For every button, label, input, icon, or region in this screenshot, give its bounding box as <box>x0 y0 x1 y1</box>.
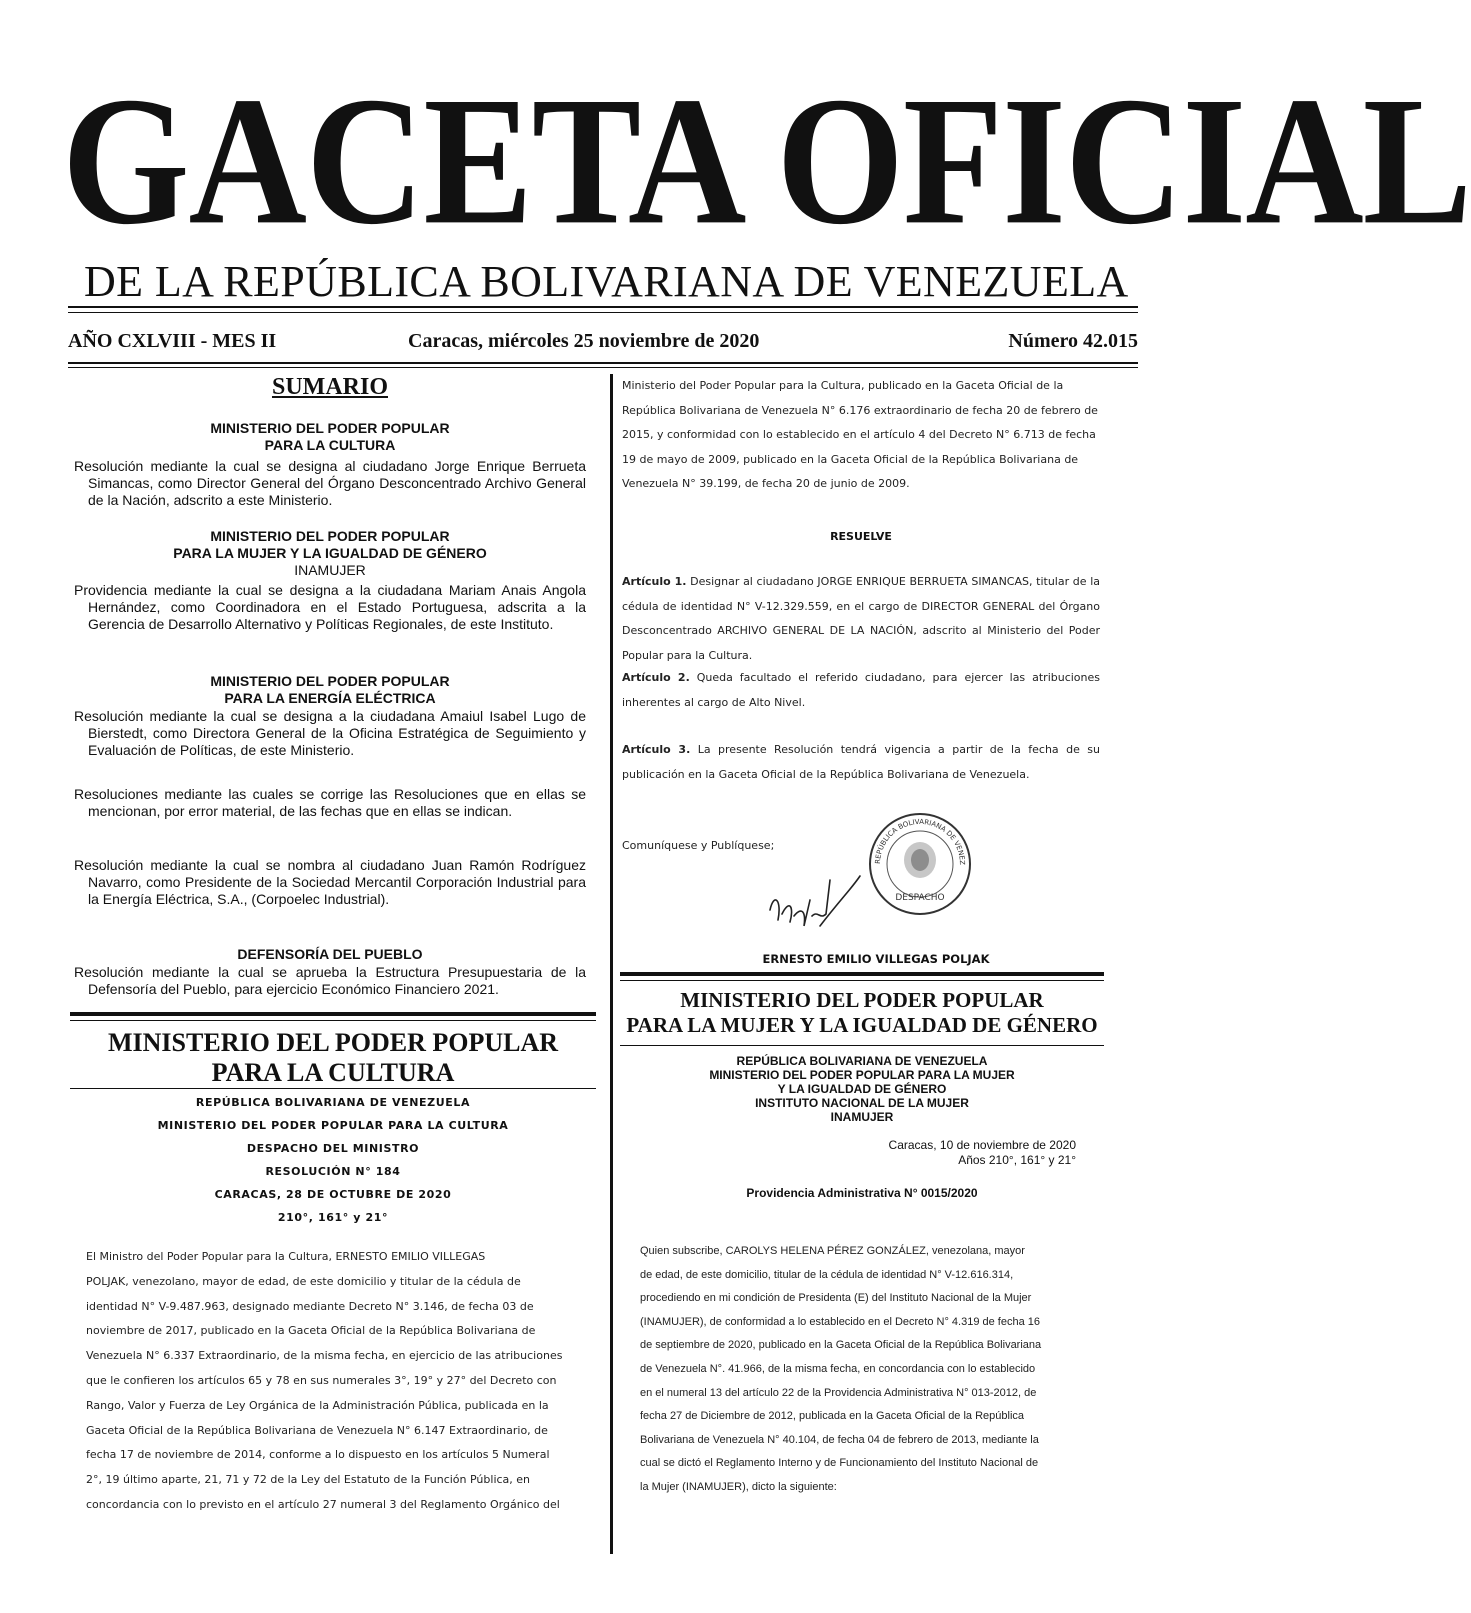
caption-line: MINISTERIO DEL PODER POPULAR PARA LA CULTURA <box>157 1119 509 1132</box>
body-line: 2°, 19 último aparte, 21, 71 y 72 de la Ley del Estatuto de la Función Pública, en <box>86 1473 531 1487</box>
caption-line: MINISTERIO DEL PODER POPULAR PARA LA MUJER <box>709 1068 1015 1082</box>
sumario-section-heading <box>70 673 590 707</box>
providencia-date <box>620 1138 1076 1168</box>
providencia-caption <box>620 1054 1104 1124</box>
seal-label: DESPACHO <box>895 893 945 903</box>
section-rule <box>70 1020 596 1021</box>
masthead-rule-top <box>68 306 1138 308</box>
body-line: El Ministro del Poder Popular para la Cultura, ERNESTO EMILIO VILLEGAS <box>86 1250 486 1263</box>
providencia-number: Providencia Administrativa N° 0015/2020 <box>746 1186 978 1200</box>
sumario-entry: Resolución mediante la cual se designa a la ciudadana Amaiul Isabel Lugo de Bierstedt, como Directora General de la Oficina Estratégica de Seguimiento y Evaluación de Políticas, de este Ministerio. <box>74 708 586 758</box>
heading-line: MINISTERIO DEL PODER POPULAR <box>680 988 1044 1012</box>
sumario-entry: Resolución mediante la cual se designa al ciudadano Jorge Enrique Berrueta Simancas, como Director General del Órgano Desconcentrado Archivo General de la Nación, adscrito a este Ministerio. <box>74 458 586 508</box>
body-line: que le confieren los artículos 65 y 78 en sus numerales 3°, 19° y 27° del Decreto con <box>86 1373 557 1387</box>
caption-line: 210°, 161° y 21° <box>277 1211 389 1224</box>
body-line: fecha 17 de noviembre de 2014, conforme a lo dispuesto en los artículos 5 Numeral <box>86 1448 550 1462</box>
sumario-entry: Resoluciones mediante las cuales se corrige las Resoluciones que en ellas se mencionan, por error material, de las fechas que en ellas se indican. <box>74 786 586 819</box>
gazette-title: GACETA OFICIAL <box>62 59 1471 263</box>
sumario-entry: Resolución mediante la cual se aprueba la Estructura Presupuestaria de la Defensoría del Pueblo, para ejercicio Económico Financiero 2021. <box>74 964 586 997</box>
cultura-body <box>86 1245 586 1518</box>
articulo-3 <box>622 738 1100 787</box>
article-label: Artículo 2. <box>622 671 690 684</box>
heading-line: PARA LA MUJER Y LA IGUALDAD DE GÉNERO <box>173 545 487 561</box>
resolution-caption <box>70 1096 596 1224</box>
masthead <box>62 59 1471 263</box>
section-rule <box>620 1045 1104 1046</box>
heading-line: PARA LA CULTURA <box>264 437 396 453</box>
section-rule <box>70 1088 596 1089</box>
articulo-2 <box>622 666 1100 715</box>
signature-icon <box>760 870 870 940</box>
body-line: de septiembre de 2020, publicado en la Gaceta Oficial de la República Bolivariana <box>640 1339 1042 1352</box>
heading-line: MINISTERIO DEL PODER POPULAR <box>108 1028 558 1057</box>
sumario-section-heading <box>70 946 590 963</box>
signature <box>760 870 870 940</box>
sumario-entry: Providencia mediante la cual se designa a la ciudadana Mariam Anais Angola Hernández, como Coordinadora en el Estado Portuguesa, adscrita a la Gerencia de Desarrollo Alternativo y Políticas Regionales, de este Instituto. <box>74 582 586 632</box>
body-line: de Venezuela N°. 41.966, de la misma fecha, en concordancia con lo establecido <box>640 1362 1036 1375</box>
body-line: concordancia con lo previsto en el artículo 27 numeral 3 del Reglamento Orgánico del <box>86 1497 560 1511</box>
body-line: procediendo en mi condición de Presidenta (E) del Instituto Nacional de la Mujer <box>640 1292 1032 1305</box>
body-line: República Bolivariana de Venezuela N° 6.176 extraordinario de fecha 20 de febrero de <box>622 403 1098 417</box>
body-line: fecha 27 de Diciembre de 2012, publicada en la Gaceta Oficial de la República <box>640 1410 1025 1423</box>
place-date: Caracas, 10 de noviembre de 2020 <box>888 1138 1076 1152</box>
section-rule <box>70 1012 596 1016</box>
body-line: cual se dictó el Reglamento Interno y de Funcionamiento del Instituto Nacional de <box>640 1457 1039 1470</box>
cultura-section-heading <box>70 1028 596 1088</box>
sumario-section-heading <box>70 528 590 579</box>
signatory-name: ERNESTO EMILIO VILLEGAS POLJAK <box>762 952 990 966</box>
closing-text: Comuníquese y Publíquese; <box>622 839 775 852</box>
body-line: Venezuela N° 6.337 Extraordinario, de la misma fecha, en ejercicio de las atribuciones <box>86 1349 563 1363</box>
heading-line: MINISTERIO DEL PODER POPULAR <box>210 420 450 436</box>
mujer-body <box>640 1240 1092 1500</box>
heading-line: MINISTERIO DEL PODER POPULAR <box>210 673 450 689</box>
seal-ring-text: REPÚBLICA BOLIVARIANA DE VENEZ <box>873 817 967 866</box>
heading-line: DEFENSORÍA DEL PUEBLO <box>237 946 423 962</box>
body-line: identidad N° V-9.487.963, designado mediante Decreto N° 3.146, de fecha 03 de <box>86 1299 534 1313</box>
heading-line: MINISTERIO DEL PODER POPULAR <box>210 528 450 544</box>
article-text: Designar al ciudadano JORGE ENRIQUE BERRUETA SIMANCAS, titular de la cédula de identidad N° V-12.329.559, en el cargo de DIRECTOR GENERAL del Órgano Desconcentrado ARCHIVO GENERAL DE LA NACIÓN, adscrito al Ministerio del Poder Popular para la Cultura. <box>622 575 1101 662</box>
article-text: Queda facultado el referido ciudadano, para ejercer las atribuciones inherentes al cargo de Alto Nivel. <box>622 671 1101 709</box>
sumario-section-heading <box>70 420 590 454</box>
sumario-title: SUMARIO <box>271 374 388 400</box>
body-line: Quien subscribe, CAROLYS HELENA PÉREZ GONZÁLEZ, venezolana, mayor <box>640 1245 1025 1257</box>
dateline <box>68 330 1138 358</box>
cultura-continuation <box>622 374 1100 497</box>
years: Años 210°, 161° y 21° <box>958 1153 1076 1167</box>
body-line: 19 de mayo de 2009, publicado en la Gaceta Oficial de la República Bolivariana de <box>622 452 1079 466</box>
issue-number: Número 42.015 <box>1008 330 1138 352</box>
article-label: Artículo 1. <box>622 575 687 588</box>
resuelve-heading: RESUELVE <box>830 530 892 543</box>
sumario-entry: Resolución mediante la cual se nombra al ciudadano Juan Ramón Rodríguez Navarro, como Presidente de la Sociedad Mercantil Corporación Industrial para la Energía Eléctrica, S.A., (Corpoelec Industrial). <box>74 857 586 907</box>
body-line: Gaceta Oficial de la República Bolivariana de Venezuela N° 6.147 Extraordinario, de <box>86 1423 548 1437</box>
caption-line: CARACAS, 28 DE OCTUBRE DE 2020 <box>214 1188 452 1201</box>
official-seal <box>866 810 974 918</box>
caption-line: INSTITUTO NACIONAL DE LA MUJER <box>755 1096 969 1110</box>
body-line: POLJAK, venezolano, mayor de edad, de este domicilio y titular de la cédula de <box>86 1274 521 1288</box>
year-month: AÑO CXLVIII - MES II <box>68 330 277 352</box>
mujer-section-heading <box>612 988 1112 1038</box>
body-line: la Mujer (INAMUJER), dicto la siguiente: <box>640 1480 837 1493</box>
caption-line: REPÚBLICA BOLIVARIANA DE VENEZUELA <box>195 1096 471 1109</box>
masthead-rule-bottom <box>68 312 1138 313</box>
body-line: Bolivariana de Venezuela N° 40.104, de fecha 04 de febrero de 2013, mediante la <box>640 1433 1039 1446</box>
caption-line: Y LA IGUALDAD DE GÉNERO <box>777 1082 947 1096</box>
issue-date: Caracas, miércoles 25 noviembre de 2020 <box>408 330 760 352</box>
caption-line: RESOLUCIÓN N° 184 <box>265 1165 401 1178</box>
dateline-rule-top <box>68 362 1138 364</box>
body-line: (INAMUJER), de conformidad a lo establecido en el Decreto N° 4.319 de fecha 16 <box>640 1315 1040 1328</box>
body-line: Rango, Valor y Fuerza de Ley Orgánica de la Administración Pública, publicada en la <box>86 1398 549 1412</box>
section-rule <box>620 972 1104 976</box>
seal-icon <box>866 810 974 918</box>
article-text: La presente Resolución tendrá vigencia a partir de la fecha de su publicación en la Gaceta Oficial de la República Bolivariana de Venezuela. <box>622 743 1100 781</box>
caption-line: DESPACHO DEL MINISTRO <box>246 1142 420 1155</box>
heading-line: PARA LA MUJER Y LA IGUALDAD DE GÉNERO <box>626 1013 1098 1037</box>
column-divider <box>610 374 613 1554</box>
caption-line: INAMUJER <box>830 1110 894 1124</box>
body-line: Ministerio del Poder Popular para la Cultura, publicado en la Gaceta Oficial de la <box>622 379 1064 392</box>
caption-line: REPÚBLICA BOLIVARIANA DE VENEZUELA <box>736 1054 988 1068</box>
dateline-rule-bottom <box>68 367 1138 368</box>
heading-line: INAMUJER <box>294 562 366 578</box>
body-line: Venezuela N° 39.199, de fecha 20 de junio de 2009. <box>622 477 910 491</box>
articulo-1 <box>622 570 1100 668</box>
body-line: noviembre de 2017, publicado en la Gaceta Oficial de la República Bolivariana de <box>86 1324 536 1338</box>
body-line: de edad, de este domicilio, titular de la cédula de identidad N° V-12.616.314, <box>640 1268 1014 1281</box>
heading-line: PARA LA ENERGÍA ELÉCTRICA <box>224 690 436 706</box>
body-line: 2015, y conformidad con lo establecido en el artículo 4 del Decreto N° 6.713 de fecha <box>622 428 1096 442</box>
body-line: en el numeral 13 del artículo 22 de la Providencia Administrativa N° 013-2012, de <box>640 1386 1037 1399</box>
gazette-subtitle: DE LA REPÚBLICA BOLIVARIANA DE VENEZUELA <box>84 257 1129 306</box>
article-label: Artículo 3. <box>622 743 691 756</box>
heading-line: PARA LA CULTURA <box>211 1058 455 1087</box>
section-rule <box>620 980 1104 981</box>
